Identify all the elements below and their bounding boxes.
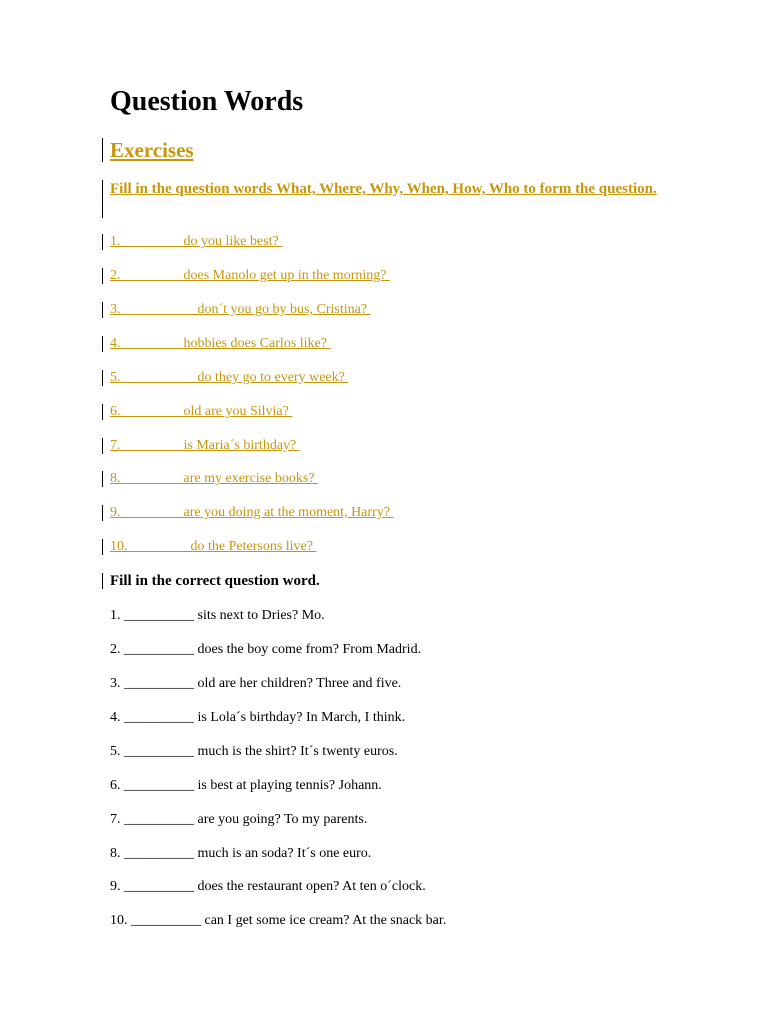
part2-item: 10. __________ can I get some ice cream? At the snack bar. xyxy=(110,913,447,928)
part2-item: 5. __________ much is the shirt? It´s twenty euros. xyxy=(110,744,398,759)
change-bar xyxy=(102,573,103,589)
change-bar xyxy=(102,539,103,555)
exercises-heading: Exercises xyxy=(110,138,194,162)
change-bar xyxy=(102,471,103,487)
change-bar xyxy=(102,138,103,162)
part1-item: 5. __________ do they go to every week? xyxy=(110,370,349,385)
part2-item: 2. __________ does the boy come from? From Madrid. xyxy=(110,642,422,657)
part1-item: 1. do you like best? xyxy=(110,234,283,249)
part1-item: 6. old are you Silvia? xyxy=(110,404,293,419)
part2-instruction: Fill in the correct question word. xyxy=(110,573,320,589)
part2-item: 7. __________ are you going? To my parents. xyxy=(110,812,368,827)
part1-item: 4. hobbies does Carlos like? xyxy=(110,336,331,351)
change-bar xyxy=(102,438,103,454)
change-bar xyxy=(102,302,103,318)
change-bar xyxy=(102,505,103,521)
part1-item: 3. __________ don´t you go by bus, Cristina? xyxy=(110,302,371,317)
change-bar xyxy=(102,336,103,352)
change-bar xyxy=(102,234,103,250)
part1-instruction: Fill in the question words What, Where, Why, When, How, Who to form the question. xyxy=(110,181,657,197)
part2-item: 6. __________ is best at playing tennis? Johann. xyxy=(110,778,382,793)
part1-item: 10. do the Petersons live? xyxy=(110,539,317,554)
part2-item: 4. __________ is Lola´s birthday? In March, I think. xyxy=(110,710,406,725)
part1-item: 8. are my exercise books? xyxy=(110,471,318,486)
part2-item: 8. __________ much is an soda? It´s one euro. xyxy=(110,846,372,861)
change-bar xyxy=(102,268,103,284)
part1-item: 7. is Maria´s birthday? xyxy=(110,438,300,453)
change-bar xyxy=(102,180,103,218)
part1-item: 2. does Manolo get up in the morning? xyxy=(110,268,390,283)
part2-item: 1. __________ sits next to Dries? Mo. xyxy=(110,608,325,623)
change-bar xyxy=(102,404,103,420)
change-bar xyxy=(102,370,103,386)
part2-item: 9. __________ does the restaurant open? At ten o´clock. xyxy=(110,879,426,894)
part2-item: 3. __________ old are her children? Three and five. xyxy=(110,676,402,691)
page-title: Question Words xyxy=(110,86,304,117)
part1-item: 9. are you doing at the moment, Harry? xyxy=(110,505,394,520)
